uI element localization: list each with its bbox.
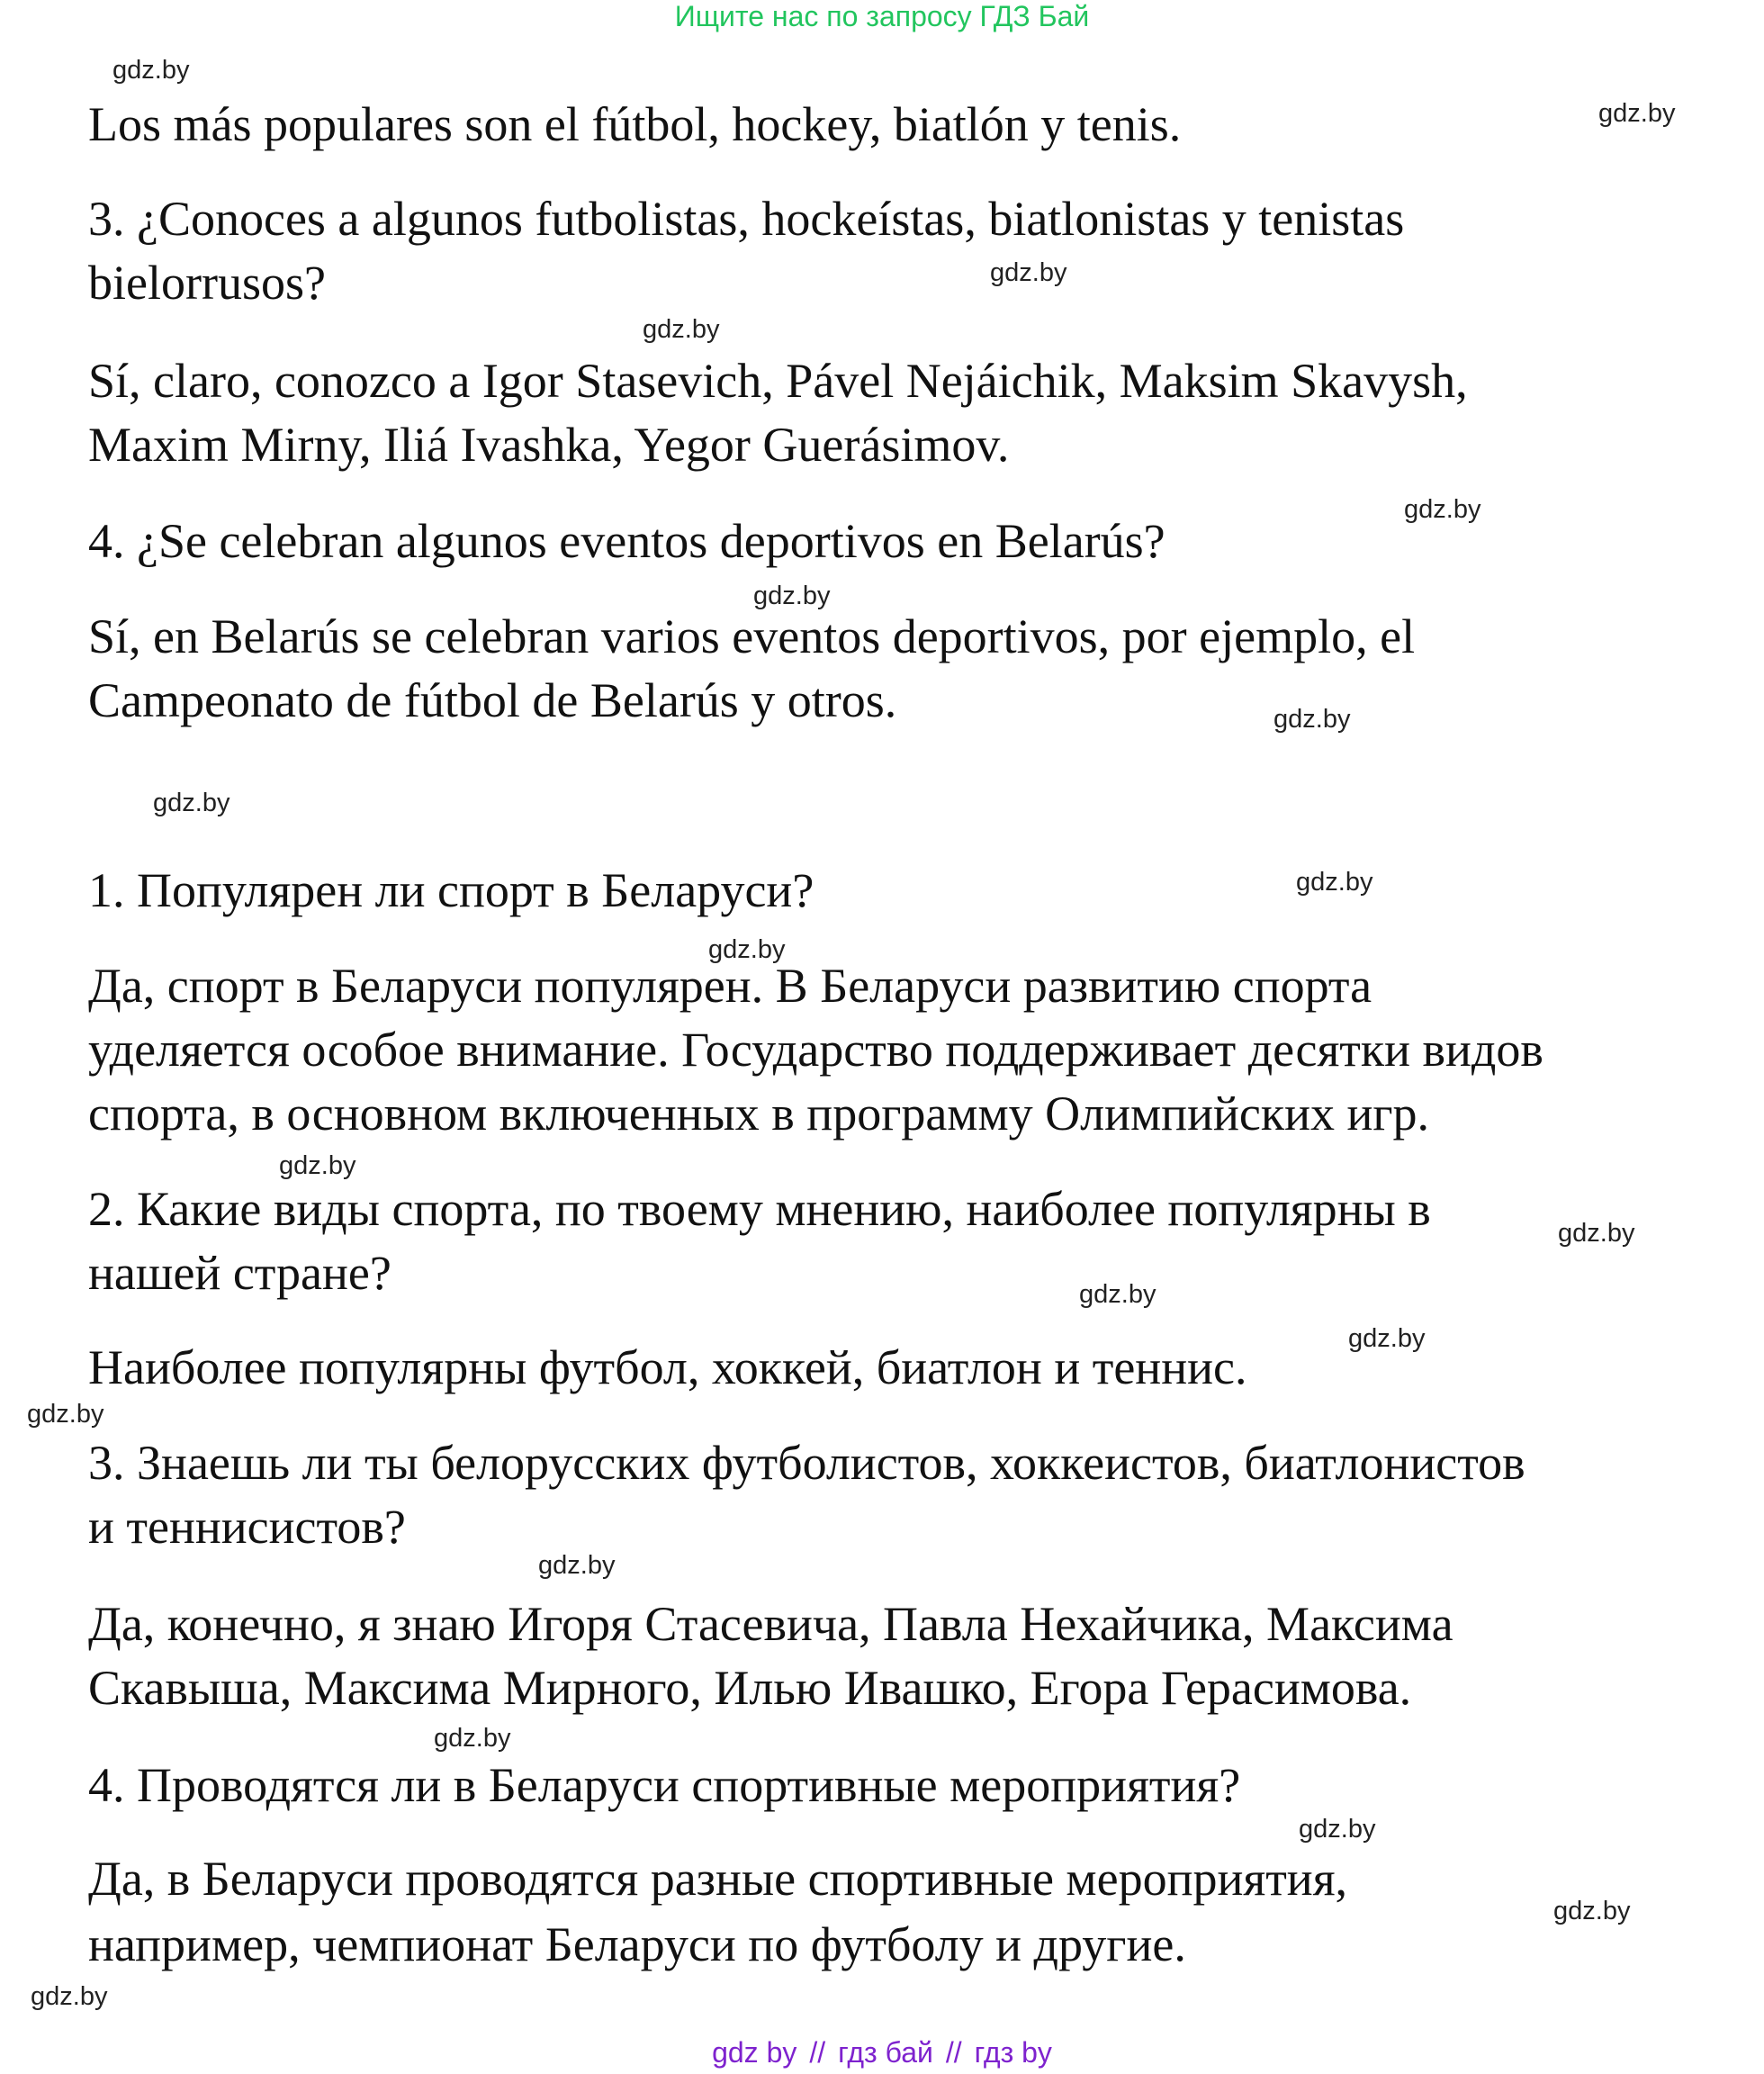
es-answer-3-line2: Maxim Mirny, Iliá Ivashka, Yegor Guerásimov. [88,418,1010,472]
watermark: gdz.by [1553,1897,1631,1925]
watermark: gdz.by [1296,868,1373,897]
ru-question-3-line2: и теннисистов? [88,1500,406,1554]
ru-answer-1-line1: Да, спорт в Беларуси популярен. В Беларуси развитию спорта [88,959,1372,1013]
watermark: gdz.by [279,1151,356,1180]
ru-answer-1-line3: спорта, в основном включенных в программу Олимпийских игр. [88,1087,1430,1141]
watermark: gdz.by [31,1982,108,2011]
footer-link-gdz-bai[interactable]: гдз бай [838,2036,933,2069]
search-hint-link[interactable]: Ищите нас по запросу ГДЗ Бай [674,0,1090,32]
ru-question-3-line1: 3. Знаешь ли ты белорусских футболистов, хоккеистов, биатлонистов [88,1436,1526,1490]
es-answer-3-line1: Sí, claro, conozco a Igor Stasevich, Pável Nejáichik, Maksim Skavysh, [88,354,1468,408]
watermark: gdz.by [1299,1815,1376,1844]
footer-separator: // [809,2036,826,2069]
ru-answer-2: Наиболее популярны футбол, хоккей, биатлон и теннис. [88,1340,1247,1394]
watermark: gdz.by [538,1551,616,1580]
watermark: gdz.by [1348,1324,1426,1353]
ru-answer-4-line1: Да, в Беларуси проводятся разные спортивные мероприятия, [88,1852,1348,1906]
ru-question-4: 4. Проводятся ли в Беларуси спортивные мероприятия? [88,1758,1241,1812]
watermark: gdz.by [708,935,786,964]
es-question-3-line2: bielorrusos? [88,256,326,310]
es-question-4: 4. ¿Se celebran algunos eventos deportivos en Belarús? [88,514,1166,568]
ru-question-2-line1: 2. Какие виды спорта, по твоему мнению, наиболее популярны в [88,1182,1431,1236]
ru-answer-4-line2: например, чемпионат Беларуси по футболу и другие. [88,1917,1186,1971]
ru-answer-3-line2: Скавыша, Максима Мирного, Илью Ивашко, Егора Герасимова. [88,1661,1412,1715]
watermark: gdz.by [1404,495,1481,524]
watermark: gdz.by [153,789,230,817]
watermark: gdz.by [643,315,720,344]
footer-links [0,2036,1764,2069]
ru-answer-3-line1: Да, конечно, я знаю Игоря Стасевича, Павла Нехайчика, Максима [88,1597,1454,1651]
footer-link-gdz-by-cyr[interactable]: гдз by [974,2036,1052,2069]
watermark: gdz.by [753,582,831,610]
footer-separator: // [945,2036,962,2069]
es-answer-4-line1: Sí, en Belarús se celebran varios eventos deportivos, por ejemplo, el [88,609,1416,663]
es-answer-2: Los más populares son el fútbol, hockey, biatlón y tenis. [88,97,1182,151]
watermark: gdz.by [1558,1219,1635,1248]
es-answer-4-line2: Campeonato de fútbol de Belarús y otros. [88,673,897,727]
ru-question-2-line2: нашей стране? [88,1246,392,1300]
watermark: gdz.by [1598,99,1676,128]
watermark: gdz.by [434,1724,511,1753]
watermark: gdz.by [27,1400,104,1429]
watermark: gdz.by [1079,1280,1156,1309]
es-question-3-line1: 3. ¿Conoces a algunos futbolistas, hockeístas, biatlonistas y tenistas [88,192,1405,246]
watermark: gdz.by [112,56,190,85]
ru-question-1: 1. Популярен ли спорт в Беларуси? [88,863,814,917]
footer-link-gdz-by[interactable]: gdz by [712,2036,797,2069]
ru-answer-1-line2: уделяется особое внимание. Государство поддерживает десятки видов [88,1023,1544,1077]
watermark: gdz.by [1274,705,1351,734]
watermark: gdz.by [990,258,1067,287]
